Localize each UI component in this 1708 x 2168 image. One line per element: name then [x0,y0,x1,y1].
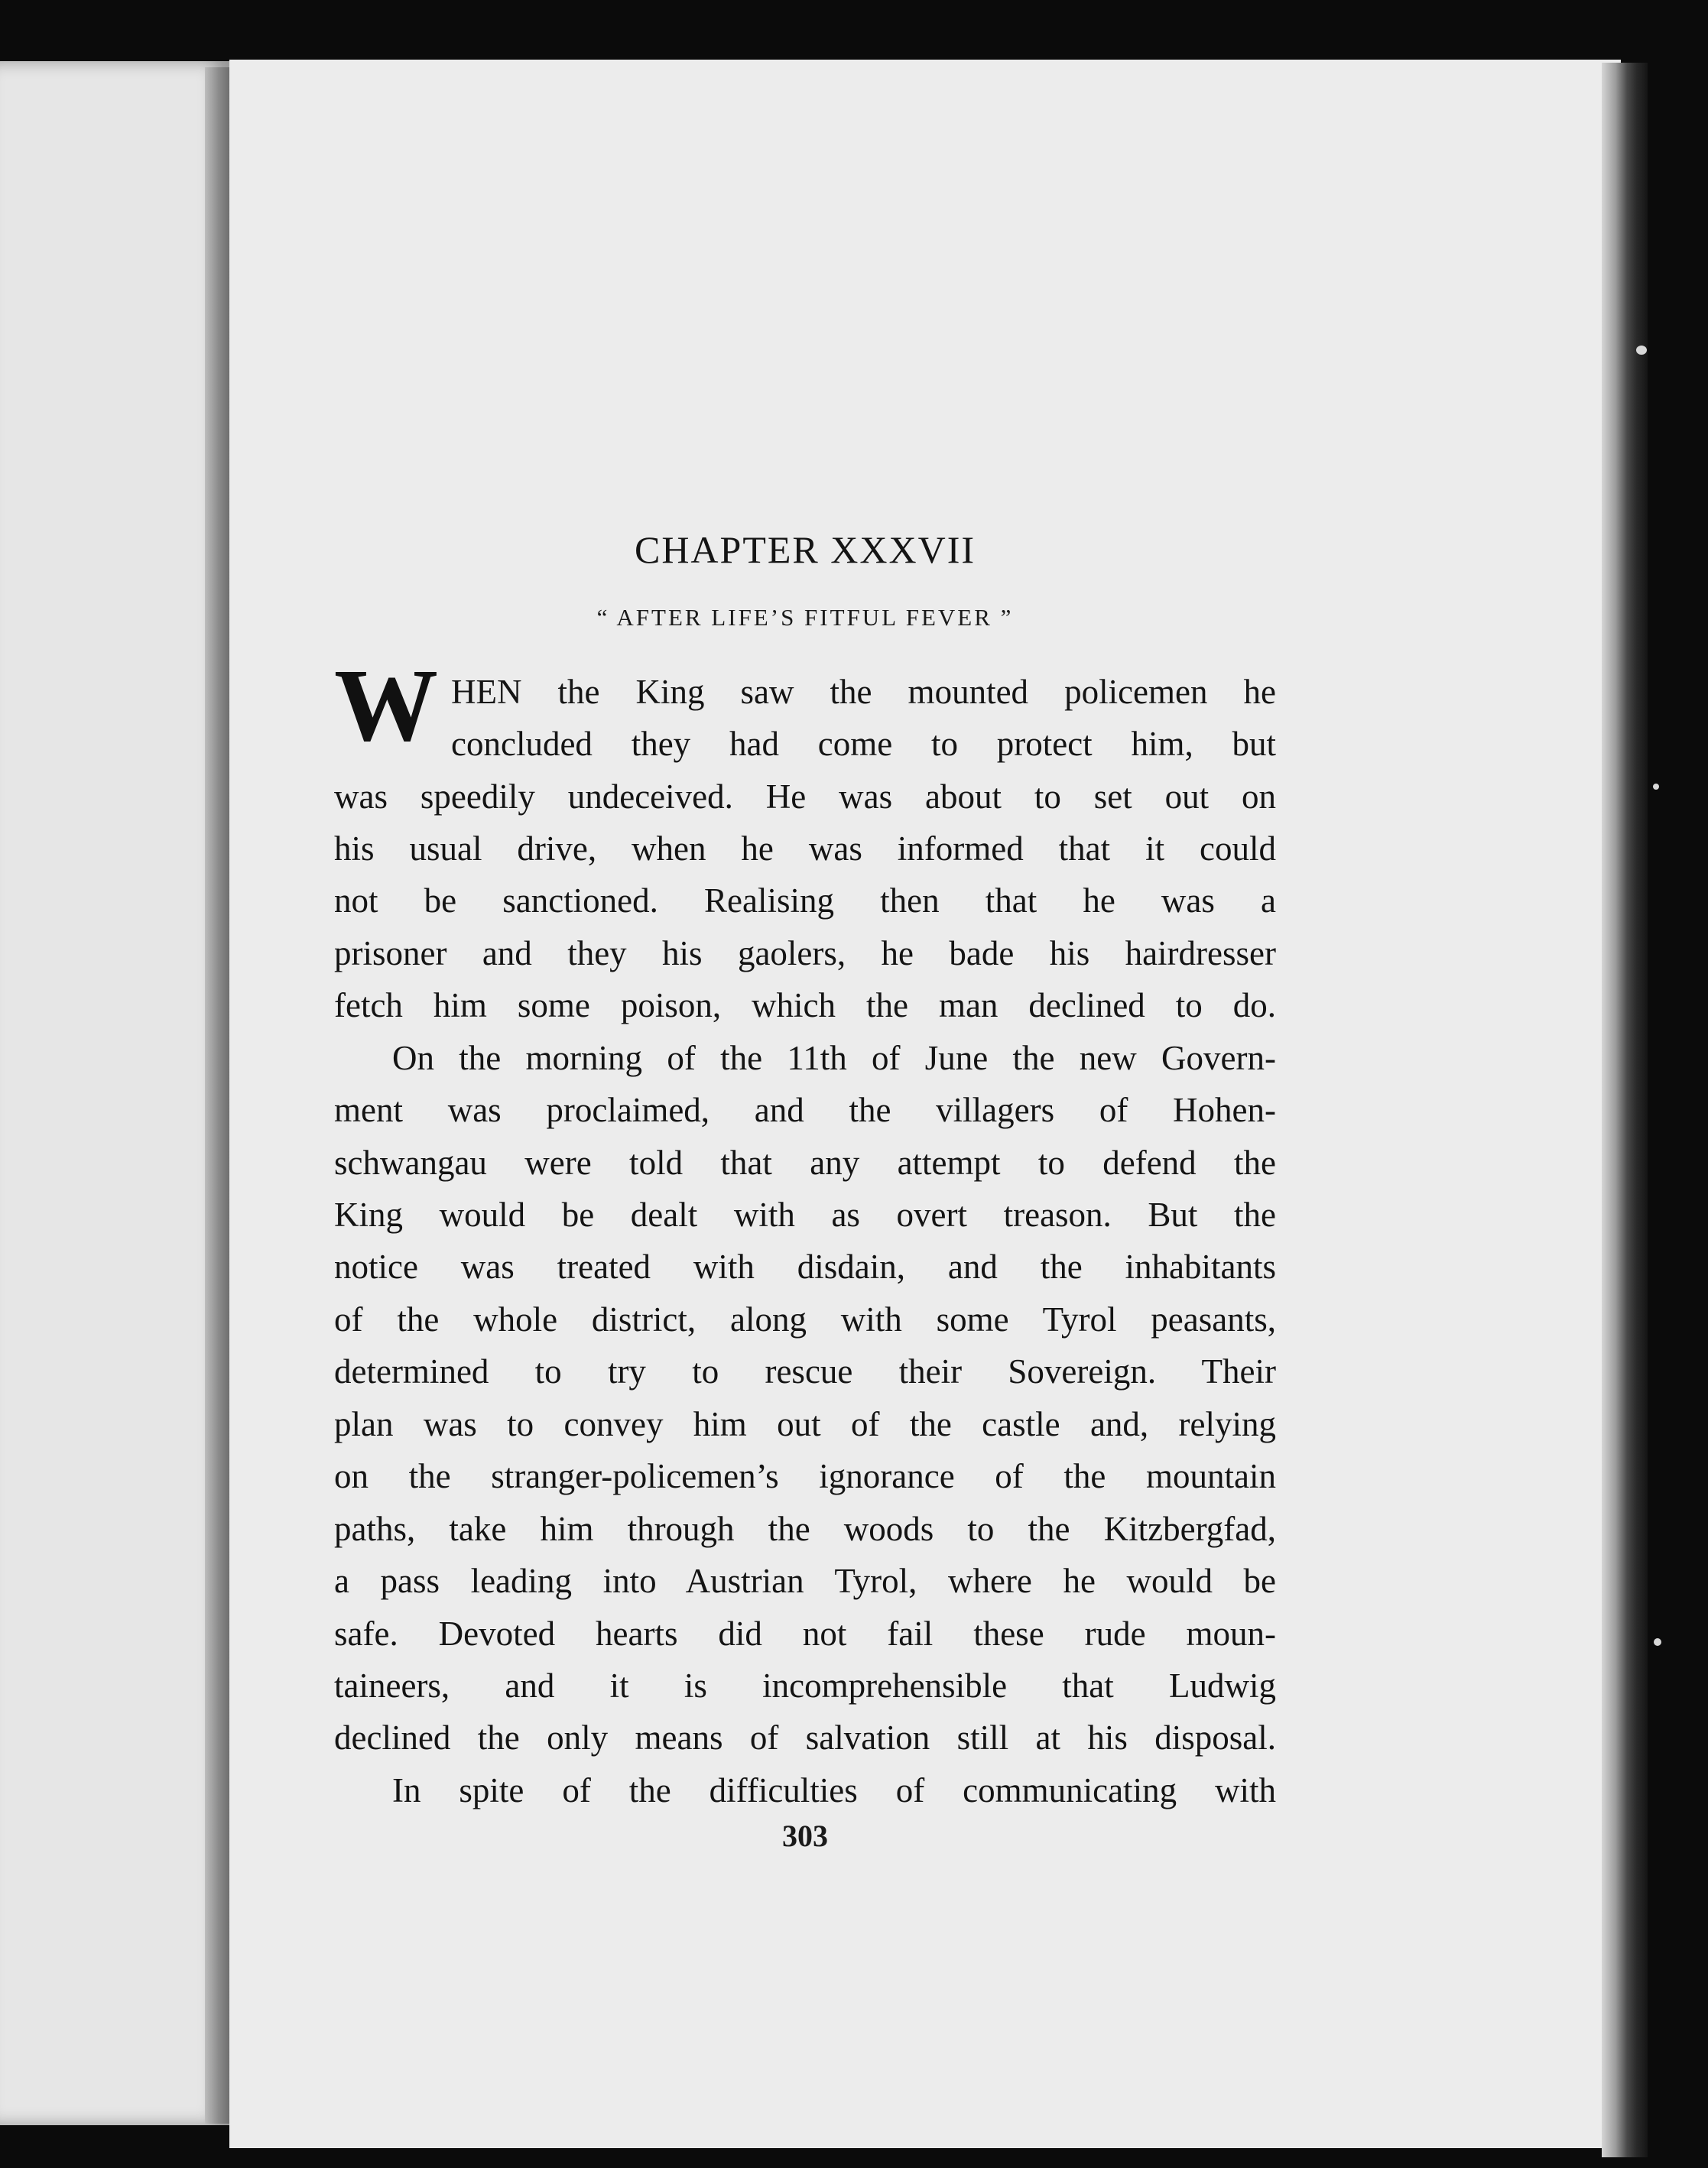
body-line: plan was to convey him out of the castle and, relying [334,1405,1276,1443]
body-line: not be sanctioned. Realising then that he was a [334,881,1276,920]
body-line: a pass leading into Austrian Tyrol, where he would be [334,1562,1276,1600]
body-line: paths, take him through the woods to the Kitzbergfad, [334,1510,1276,1548]
body-line: HEN the King saw the mounted policemen he [451,673,1276,711]
body-line: his usual drive, when he was informed that it could [334,829,1276,868]
body-line: schwangau were told that any attempt to defend the [334,1144,1276,1182]
body-line: prisoner and they his gaolers, he bade his hairdresser [334,934,1276,972]
left-facing-page [0,61,229,2125]
body-line: declined the only means of salvation still at his disposal. [334,1718,1276,1757]
body-line: notice was treated with disdain, and the inhabitants [334,1248,1276,1286]
page-right-edge [1602,63,1648,2157]
body-line: taineers, and it is incomprehensible that Ludwig [334,1667,1276,1705]
edge-speck [1653,784,1659,790]
body-line: On the morning of the 11th of June the new Govern- [392,1039,1276,1077]
edge-speck [1654,1638,1661,1646]
edge-speck [1636,346,1647,355]
body-line: safe. Devoted hearts did not fail these rude moun- [334,1615,1276,1653]
body-line: determined to try to rescue their Sovereign. Their [334,1352,1276,1391]
body-line: was speedily undeceived. He was about to set out on [334,777,1276,816]
body-line: of the whole district, along with some Tyrol peasants, [334,1300,1276,1339]
body-line: In spite of the difficulties of communicating with [392,1771,1276,1809]
page-number: 303 [782,1819,828,1853]
body-line: King would be dealt with as overt treason. But the [334,1196,1276,1234]
body-line: on the stranger-policemen’s ignorance of the mountain [334,1457,1276,1495]
drop-cap: W [334,648,438,763]
body-line: ment was proclaimed, and the villagers of Hohen- [334,1091,1276,1129]
body-line: concluded they had come to protect him, but [451,725,1276,763]
body-line: fetch him some poison, which the man declined to do. [334,986,1276,1024]
chapter-subtitle: “ AFTER LIFE’S FITFUL FEVER ” [596,604,1014,631]
chapter-title: CHAPTER XXXVII [634,528,976,571]
